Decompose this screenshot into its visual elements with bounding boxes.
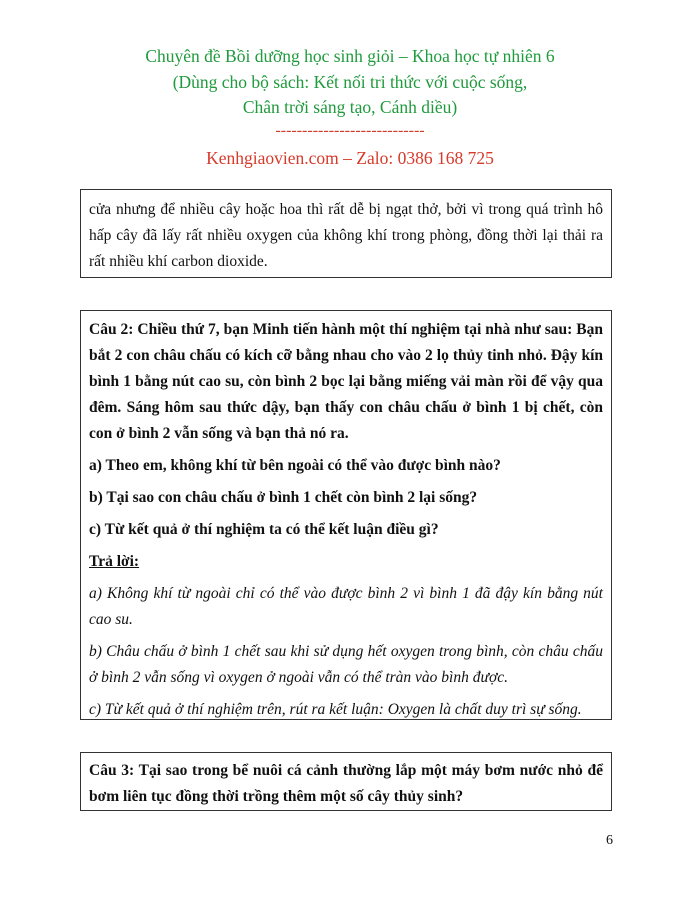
answer-a: a) Không khí từ ngoài chỉ có thể vào được bình 2 vì bình 1 đã đậy kín bằng nút cao su. (89, 585, 603, 628)
answer-b: b) Châu chấu ở bình 1 chết sau khi sử dụng hết oxygen trong bình, còn châu chấu ở bình 2 vẫn sống vì oxygen ở ngoài vẫn có thể tràn vào bình được. (89, 643, 603, 686)
question-2-box (80, 310, 612, 720)
page-number: 6 (606, 833, 613, 848)
question-3-text: Câu 3: Tại sao trong bể nuôi cá cảnh thường lắp một máy bơm nước nhỏ để bơm liên tục đồng thời trồng thêm một số cây thủy sinh? (89, 762, 603, 805)
header-separator: ---------------------------- (275, 122, 425, 139)
continuation-box (80, 189, 612, 278)
question-3-box (80, 752, 612, 811)
question-2-part-c: c) Từ kết quả ở thí nghiệm ta có thể kết luận điều gì? (89, 521, 439, 538)
header-subtitle: (Dùng cho bộ sách: Kết nối tri thức với cuộc sống, (172, 72, 528, 92)
header-title: Chuyên đề Bồi dưỡng học sinh giỏi – Khoa học tự nhiên 6 (145, 46, 555, 66)
answer-label-row (89, 549, 603, 575)
answer-c: c) Từ kết quả ở thí nghiệm trên, rút ra kết luận: Oxygen là chất duy trì sự sống. (89, 701, 582, 718)
header-contact: Kenhgiaovien.com – Zalo: 0386 168 725 (206, 148, 494, 168)
question-2-part-b: b) Tại sao con châu chấu ở bình 1 chết còn bình 2 lại sống? (89, 489, 478, 506)
question-2-part-a: a) Theo em, không khí từ bên ngoài có thể vào được bình nào? (89, 457, 501, 474)
continuation-text: cửa nhưng để nhiều cây hoặc hoa thì rất dễ bị ngạt thở, bởi vì trong quá trình hô hấp cây đã lấy rất nhiều oxygen của không khí trong phòng, đồng thời lại thải ra rất nhiều khí carbon dioxide. (89, 201, 603, 270)
answer-label: Trả lời: (89, 553, 140, 570)
header-subtitle-2: Chân trời sáng tạo, Cánh diều) (242, 97, 458, 117)
question-2-text: Câu 2: Chiều thứ 7, bạn Minh tiến hành một thí nghiệm tại nhà như sau: Bạn bắt 2 con châu chấu có kích cỡ bằng nhau cho vào 2 lọ thủy tinh nhỏ. Đậy kín bình 1 bằng nút cao su, còn bình 2 bọc lại bằng miếng vải màn rồi để vậy qua đêm. Sáng hôm sau thức dậy, bạn thấy con châu chấu ở bình 1 bị chết, còn con ở bình 2 vẫn sống và bạn thả nó ra. (89, 321, 603, 442)
